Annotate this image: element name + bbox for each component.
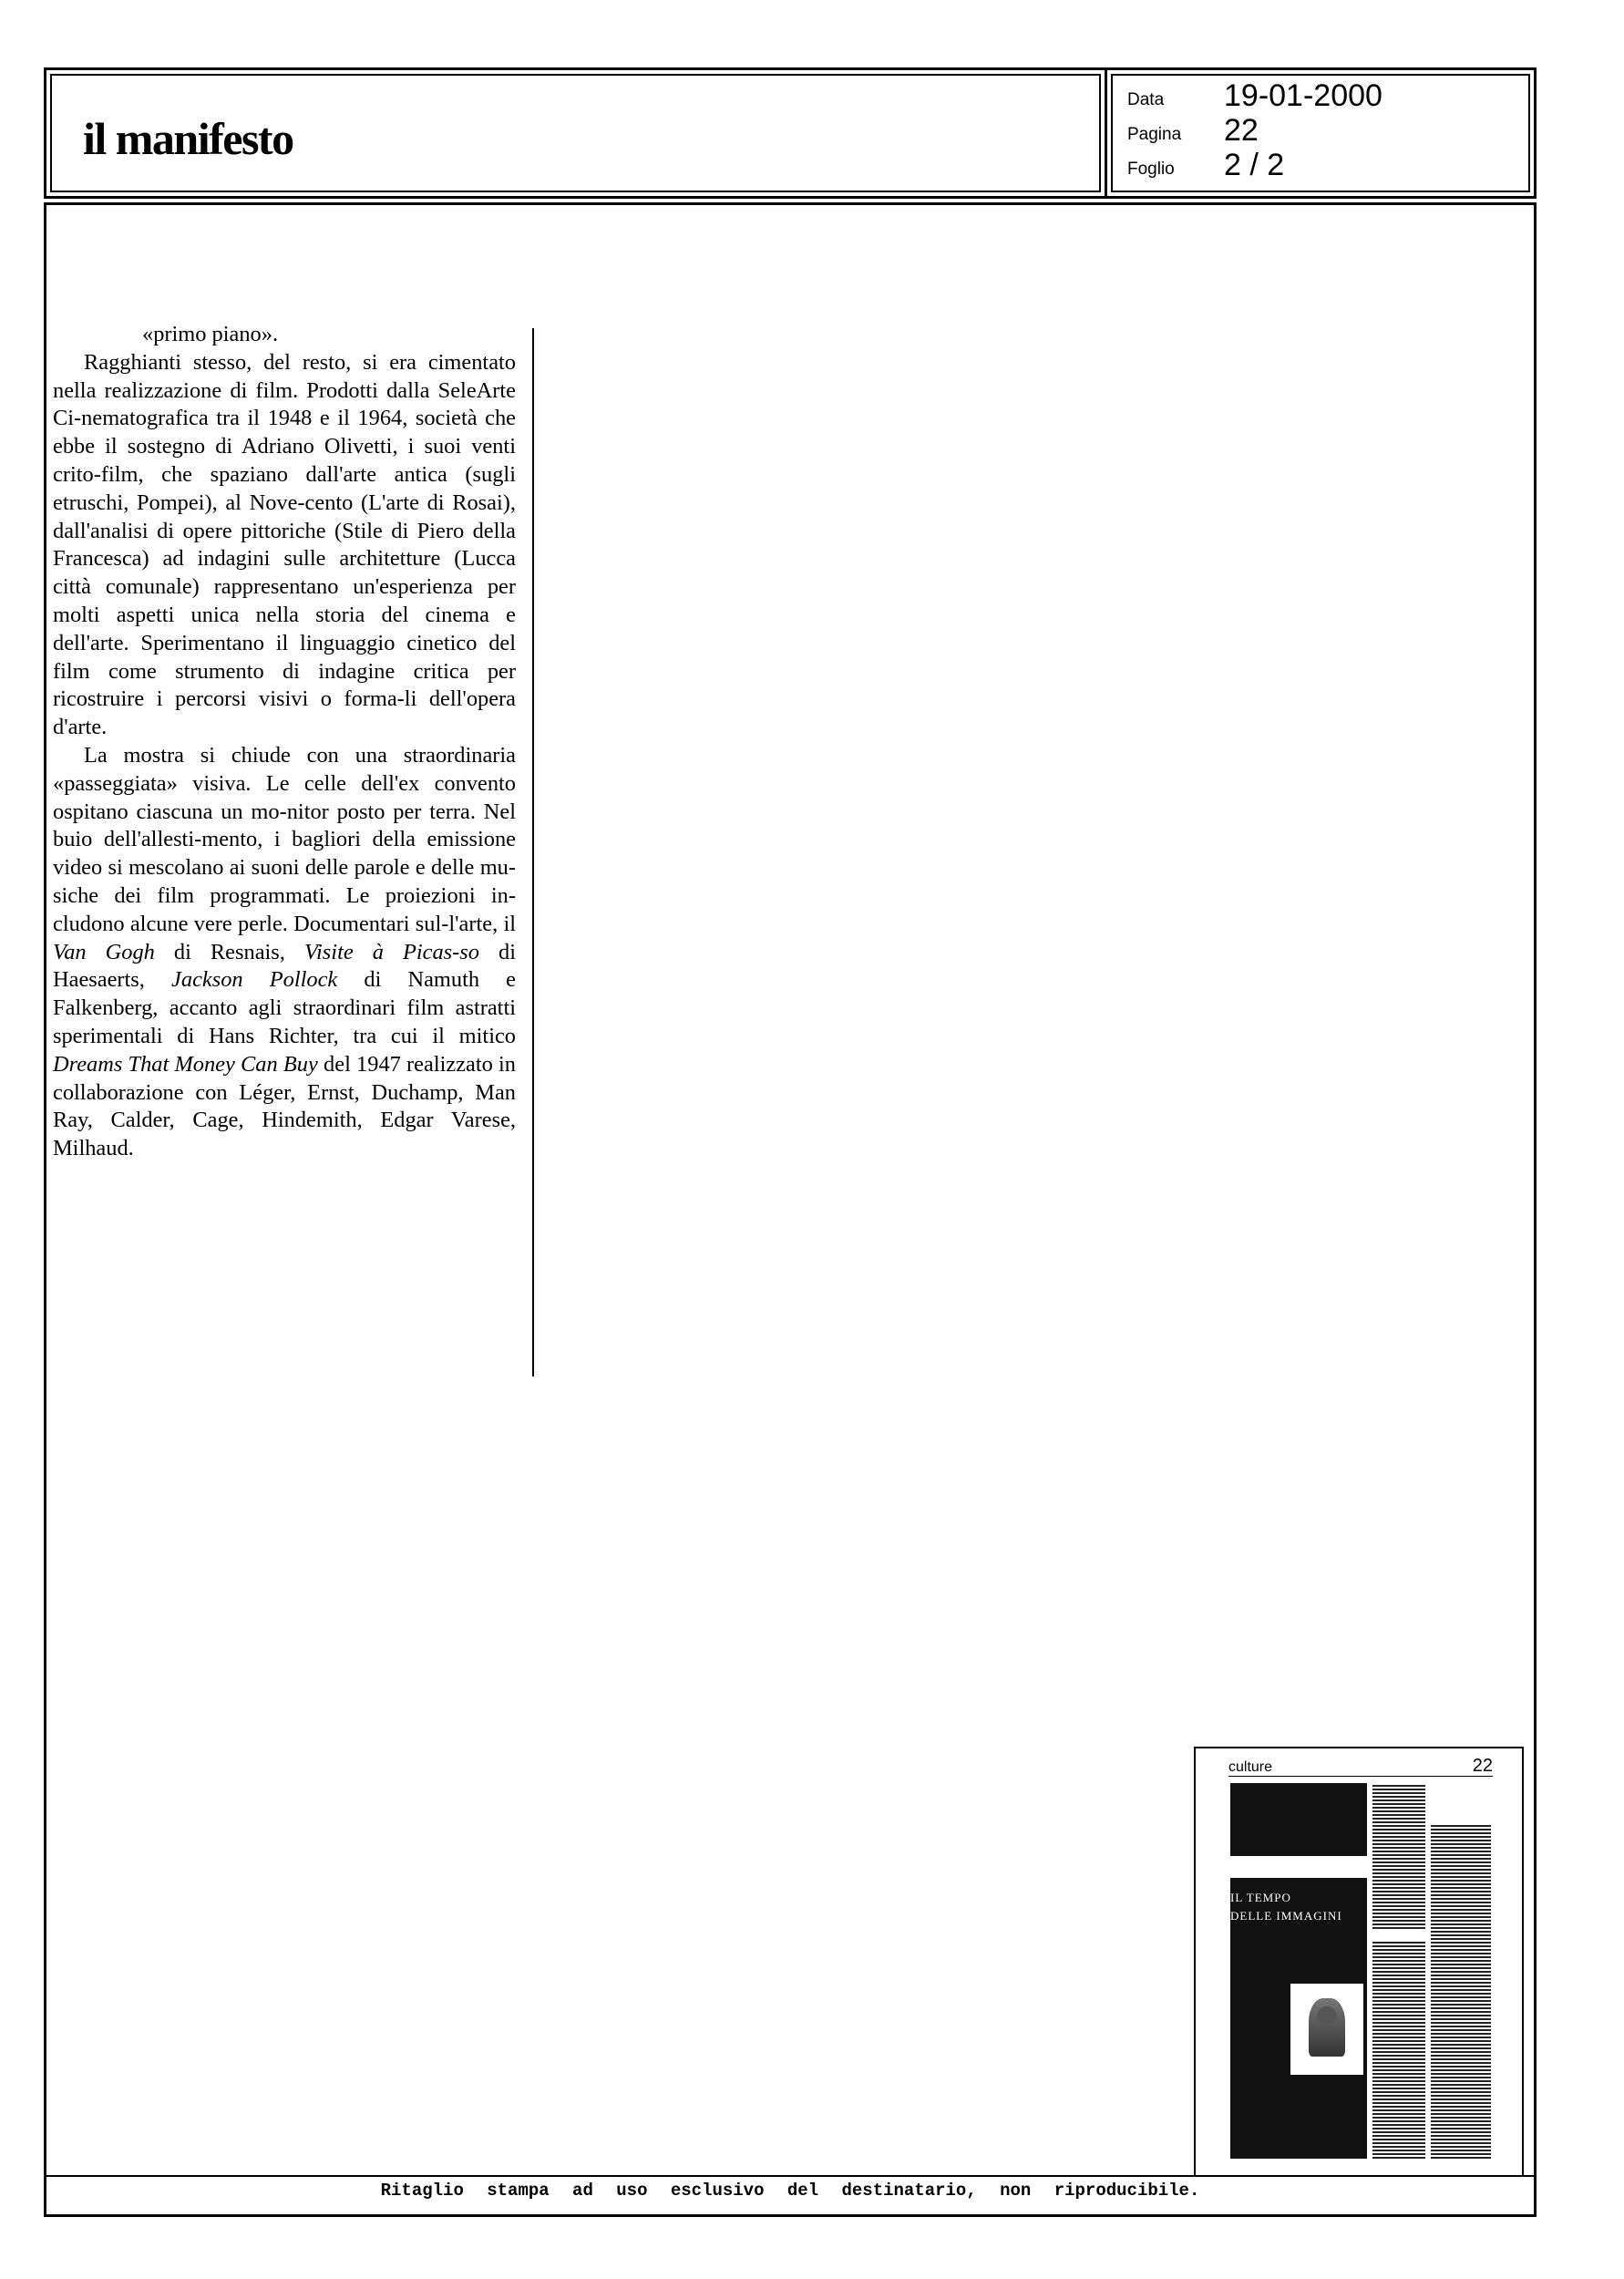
thumbnail-section: culture (1228, 1759, 1273, 1775)
sheet-label: Foglio (1127, 160, 1175, 179)
page-thumbnail (1194, 1747, 1524, 2177)
date-value: 19-01-2000 (1224, 78, 1382, 113)
article-column (53, 321, 516, 1163)
thumbnail-page-number: 22 (1472, 1756, 1493, 1776)
thumbnail-text-col-1 (1372, 1783, 1425, 1929)
date-label: Data (1127, 90, 1165, 109)
thumbnail-headline-line-1: IL TEMPO (1230, 1891, 1291, 1904)
article-paragraph-2: Ragghianti stesso, del resto, si era cimentato nella realizzazione di film. Prodotti dalla SeleArte Ci-nematografica tra il 1948 e il 1964, società che ebbe il sostegno di Adriano Olivetti, i suoi venti crito-film, che spaziano dall'arte antica (sugli etruschi, Pompei), al Nove-cento (L'arte di Rosai), dall'analisi di opere pittoriche (Stile di Piero della Francesca) ad indagini sulle architetture (Lucca città comunale) rappresentano un'esperienza per molti aspetti unica nella storia del cinema e dell'arte. Sperimentano il linguaggio cinetico del film come strumento di indagine critica per ricostruire i percorsi visivi o forma-li dell'opera d'arte. (53, 349, 516, 740)
paragraph-3-text-e: del 1947 realizzato in collaborazione con Léger, Ernst, Duchamp, Man Ray, Calder, Cage, Hindemith, Edgar Varese, Milhaud. (53, 1051, 516, 1161)
thumbnail-page (1228, 1756, 1493, 2160)
page-value: 22 (1224, 113, 1259, 148)
footer-disclaimer: Ritaglio stampa ad uso esclusivo del destinatario, non riproducibile. (380, 2181, 1200, 2201)
clipping-meta-box (1105, 67, 1537, 199)
meta-row-date (1127, 78, 1528, 114)
film-title-van-gogh: Van Gogh (53, 939, 155, 964)
paragraph-3-text-b: di Resnais, (173, 939, 285, 964)
newspaper-logo: il manifesto (83, 113, 293, 164)
footer-rule (46, 2175, 1534, 2177)
article-paragraph-1: «primo piano». (142, 322, 279, 346)
article-paragraph-3 (53, 742, 516, 1163)
paragraph-3-text-a: La mostra si chiude con una straordinaria «passeggiata» visiva. Le celle dell'ex convento ospitano ciascuna un mo-nitor posto per terra. Nel buio dell'allesti-mento, i bagliori della emissione video si mescolano ai suoni delle parole e delle mu-siche dei film programmati. Le proiezioni in-cludono alcune vere perle. Documentari sul-l'arte, il (53, 742, 516, 936)
paragraph-3-text-c: di Haesaerts, (53, 939, 516, 993)
thumbnail-text-col-3 (1372, 1942, 1425, 2159)
thumbnail-photo (1289, 1982, 1365, 2077)
thumbnail-headline (1230, 1889, 1367, 1925)
thumbnail-top-image (1230, 1783, 1367, 1856)
masthead-box (44, 67, 1107, 199)
sheet-value: 2 / 2 (1224, 148, 1285, 182)
film-title-jackson-pollock: Jackson Pollock (171, 967, 338, 993)
thumbnail-header (1228, 1756, 1493, 1777)
meta-row-page (1127, 113, 1528, 149)
thumbnail-headline-line-2: DELLE IMMAGINI (1230, 1909, 1342, 1923)
meta-row-sheet (1127, 150, 1528, 183)
page-label: Pagina (1127, 125, 1182, 144)
film-title-visite-a-picasso: Visite à Picas-so (303, 939, 479, 964)
film-title-dreams: Dreams That Money Can Buy (53, 1051, 318, 1077)
thumbnail-text-col-2 (1431, 1823, 1491, 2159)
paragraph-3-text-d: di Namuth e Falkenberg, accanto agli straordinari film astratti sperimentali di Hans Richter, tra cui il mitico (53, 967, 517, 1048)
column-rule (532, 328, 534, 1377)
